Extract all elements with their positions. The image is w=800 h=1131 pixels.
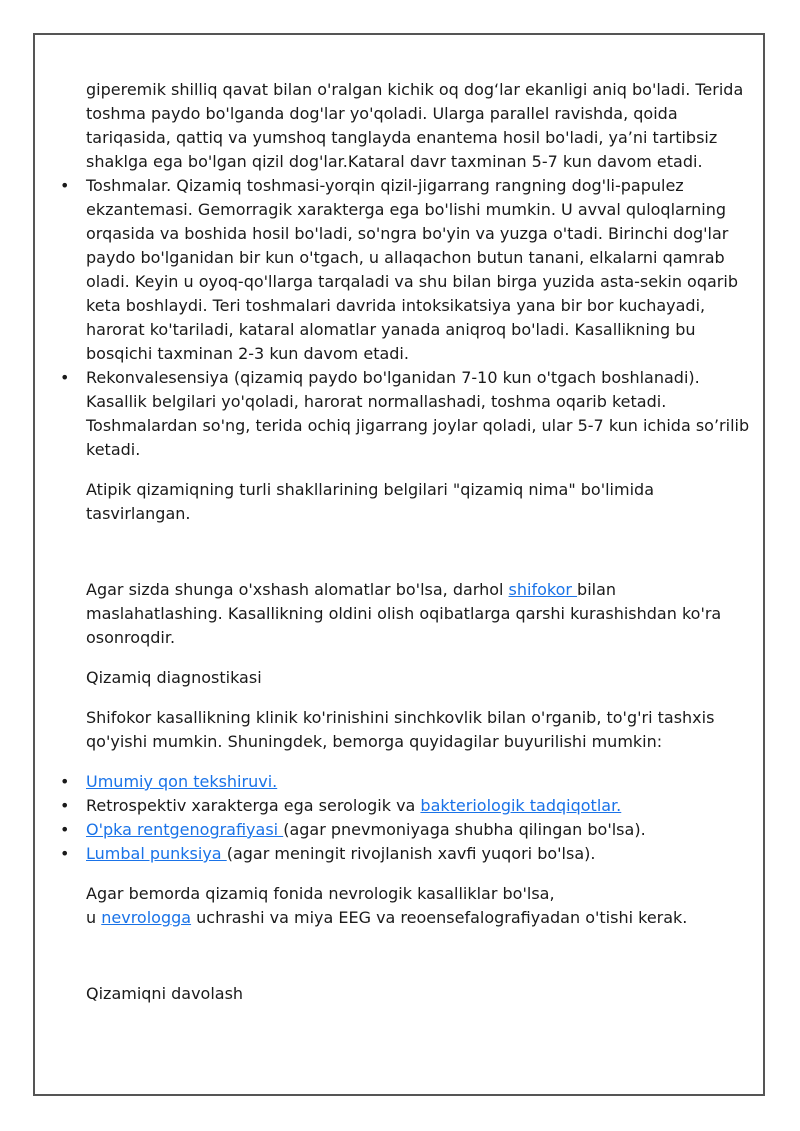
list-item — [86, 770, 756, 794]
lung-xray-link[interactable]: O'pka rentgenografiyasi — [86, 820, 284, 839]
neurology-line1: Agar bemorda qizamiq fonida nevrologik kasalliklar bo'lsa, — [86, 884, 555, 903]
list-item — [86, 794, 756, 818]
tests-list — [86, 770, 756, 866]
diagnostics-heading: Qizamiq diagnostikasi — [86, 668, 262, 687]
list-item — [86, 818, 756, 842]
document-body — [86, 78, 756, 1006]
doctor-link[interactable]: shifokor — [508, 580, 578, 599]
neurology-paragraph — [86, 882, 756, 930]
stages-list — [86, 174, 756, 462]
list-item: • Toshmalar. Qizamiq toshmasi-yorqin qizil-jigarrang rangning dog'li-papulez ekzantemasi. Gemorragik xarakterga ega bo'lishi mumkin. U avval quloqlarning orqasida va boshida hosil bo'ladi, so'ngra bo'yin va yuzga o'tadi. Birinchi dog'lar paydo bo'lganidan bir kun o'tgach, u allaqachon butun tanani, elkalarni qamrab oladi. Keyin u oyoq-qo'llarga tarqaladi va shu bilan birga yuzida asta-sekin oqarib keta boshlaydi. Teri toshmalari davrida intoksikatsiya yana bir bor kuchayadi, harorat ko'tariladi, kataral alomatlar yanada aniqroq bo'ladi. Kasallikning bu bosqichi taxminan 2-3 kun davom etadi. — [86, 174, 756, 366]
neurology-text-after: uchrashi va miya EEG va reoensefalografiyadan o'tishi kerak. — [191, 908, 688, 927]
bacteriology-link[interactable]: bakteriologik tadqiqotlar. — [420, 796, 622, 815]
list-item-text: (agar meningit rivojlanish xavfi yuqori bo'lsa). — [226, 844, 596, 863]
list-item-text: Retrospektiv xarakterga ega serologik va — [86, 796, 421, 815]
list-item: • Rekonvalesensiya (qizamiq paydo bo'lganidan 7-10 kun o'tgach boshlanadi). Kasallik belgilari yo'qoladi, harorat normallashadi, toshma oqarib ketadi. Toshmalardan so'ng, terida ochiq jigarrang joylar qoladi, ular 5-7 kun ichida so’rilib ketadi. — [86, 366, 756, 462]
diagnostics-paragraph: Shifokor kasallikning klinik ko'rinishini sinchkovlik bilan o'rganib, to'g'ri tashxis qo'yishi mumkin. Shuningdek, bemorga quyidagilar buyurilishi mumkin: — [86, 708, 715, 751]
intro-paragraph: giperemik shilliq qavat bilan o'ralgan kichik oq dog‘lar ekanligi aniq bo'ladi. Terida toshma paydo bo'lganda dog'lar yo'qoladi. Ularga parallel ravishda, qoida tariqasida, qattiq va yumshoq tanglayda enantema hosil bo'ladi, ya’ni tartibsiz shaklga ega bo'lgan qizil dog'lar.Kataral davr taxminan 5-7 kun davom etadi. — [86, 80, 744, 171]
consult-text-after: bilan maslahatlashing. Kasallikning oldini olish oqibatlarga qarshi kurashishdan ko'ra osonroqdir. — [86, 580, 722, 647]
consult-text: Agar sizda shunga o'xshash alomatlar bo'lsa, darhol — [86, 580, 509, 599]
list-item-text: (agar pnevmoniyaga shubha qilingan bo'lsa). — [283, 820, 646, 839]
list-item — [86, 842, 756, 866]
atypical-paragraph: Atipik qizamiqning turli shakllarining belgilari "qizamiq nima" bo'limida tasvirlangan. — [86, 480, 654, 523]
blood-test-link[interactable]: Umumiy qon tekshiruvi. — [86, 772, 278, 791]
neurologist-link[interactable]: nevrologga — [101, 908, 192, 927]
treatment-heading: Qizamiqni davolash — [86, 984, 244, 1003]
lumbar-puncture-link[interactable]: Lumbal punksiya — [86, 844, 227, 863]
neurology-text: u — [86, 908, 102, 927]
consult-paragraph — [86, 578, 756, 650]
